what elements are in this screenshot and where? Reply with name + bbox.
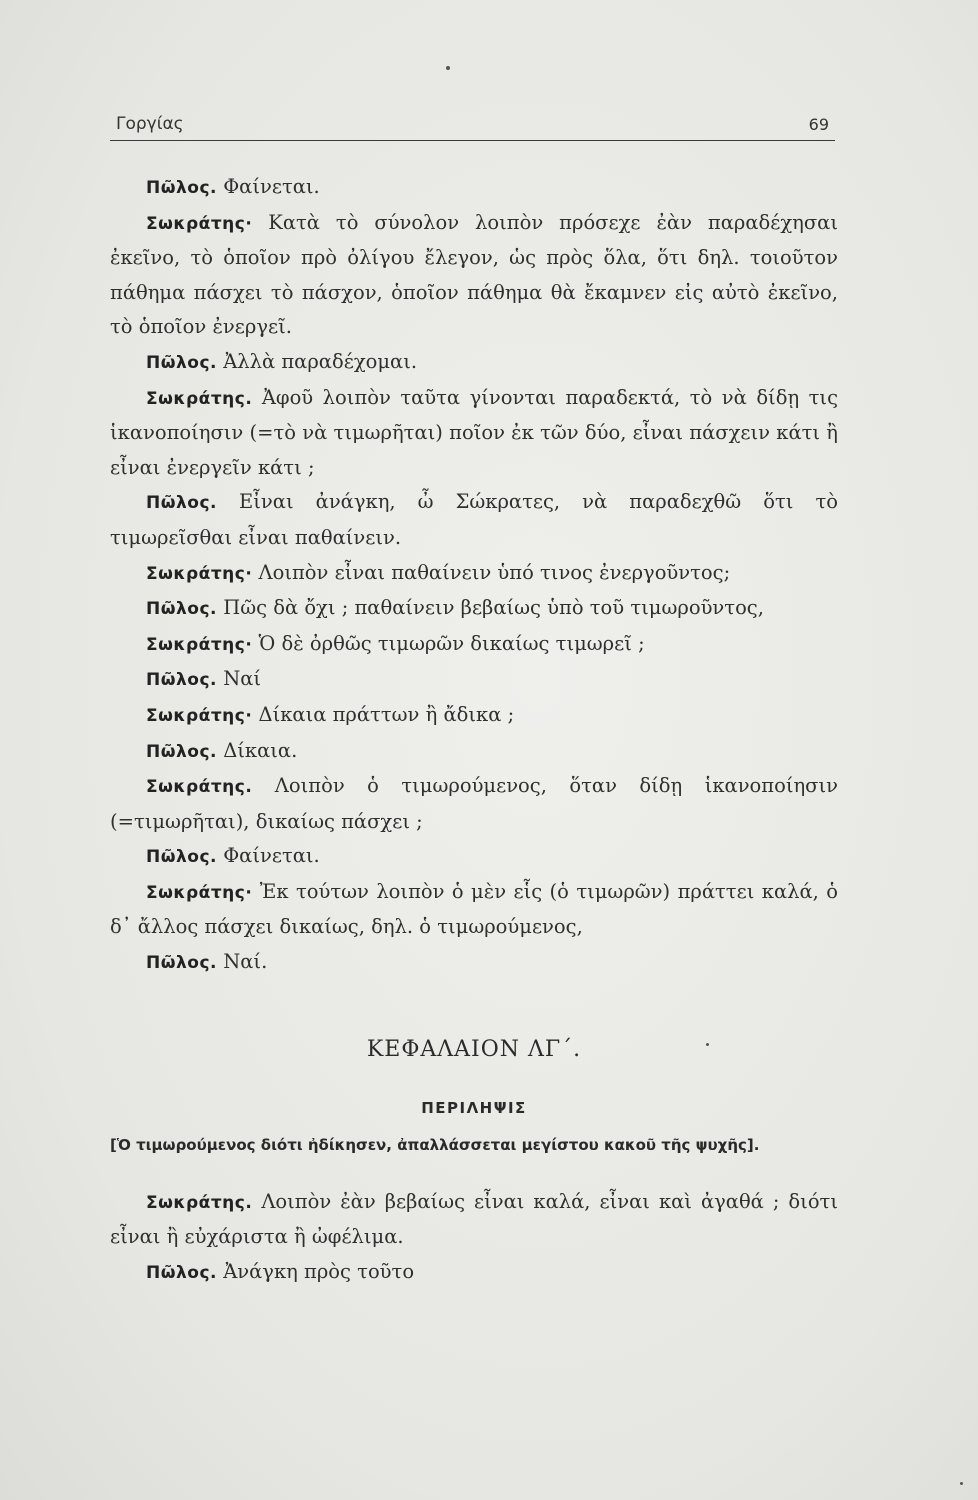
dialogue-line xyxy=(110,662,838,698)
dialogue-section-1 xyxy=(110,170,838,981)
dialogue-text: Ἀφοῦ λοιπὸν ταῦτα γίνονται παραδεκτά, τὸ νὰ δίδῃ τις ἱκανοποίησιν (=τὸ νὰ τιμωρῆται) ποῖον ἐκ τῶν δύο, εἶναι πάσχειν κάτι ἢ εἶναι ἐνεργεῖν κάτι ; xyxy=(110,385,838,479)
ink-speck xyxy=(960,1482,963,1485)
dialogue-line xyxy=(110,591,838,627)
speaker-name: Πῶλος. xyxy=(146,352,217,373)
dialogue-text: Δίκαια πράττων ἢ ἄδικα ; xyxy=(258,702,515,726)
dialogue-text: Φαίνεται. xyxy=(223,844,320,868)
speaker-name: Πῶλος. xyxy=(146,670,217,691)
dialogue-text: Ναί. xyxy=(223,950,268,974)
speaker-name: Πῶλος. xyxy=(146,741,217,762)
running-header xyxy=(110,110,835,141)
dialogue-text: Ναί xyxy=(223,667,262,691)
speaker-name: Πῶλος. xyxy=(146,178,217,198)
dialogue-section-2 xyxy=(110,1185,838,1291)
ink-speck xyxy=(446,66,450,70)
speaker-name: Πῶλος. xyxy=(146,847,217,868)
summary-text: [Ὁ τιμωρούμενος διότι ἠδίκησεν, ἀπαλλάσσεται μεγίστου κακοῦ τῆς ψυχῆς]. xyxy=(110,1135,760,1154)
dialogue-text: Ἀνάγκη πρὸς τοῦτο xyxy=(223,1259,415,1283)
dialogue-text: Λοιπὸν εἶναι παθαίνειν ὑπό τινος ἐνεργοῦντος; xyxy=(258,560,731,584)
dialogue-text: Ὁ δὲ ὀρθῶς τιμωρῶν δικαίως τιμωρεῖ ; xyxy=(258,631,645,655)
speaker-name: Σωκράτης· xyxy=(146,634,253,655)
dialogue-line xyxy=(110,839,838,875)
dialogue-line xyxy=(110,769,838,839)
dialogue-line xyxy=(110,945,838,981)
speaker-name: Σωκράτης. xyxy=(146,777,253,798)
dialogue-text: Ἐκ τούτων λοιπὸν ὁ μὲν εἷς (ὁ τιμωρῶν) πράττει καλά, ὁ δ᾽ ἄλλος πάσχει δικαίως, δηλ. ὁ τιμωρούμενος, xyxy=(110,879,838,939)
page-body xyxy=(110,170,838,1290)
dialogue-line xyxy=(110,556,838,592)
dialogue-text: Δίκαια. xyxy=(223,738,298,762)
speaker-name: Σωκράτης· xyxy=(146,705,253,726)
dialogue-line xyxy=(110,698,838,734)
dialogue-text: Πῶς δὰ ὄχι ; παθαίνειν βεβαίως ὑπὸ τοῦ τιμωροῦντος, xyxy=(223,596,764,620)
speaker-name: Σωκράτης. xyxy=(146,1192,253,1213)
speaker-name: Πῶλος. xyxy=(146,1262,217,1283)
dialogue-line xyxy=(110,345,838,381)
dialogue-line xyxy=(110,206,838,345)
dialogue-line xyxy=(110,627,838,663)
dialogue-text: Λοιπὸν ἐὰν βεβαίως εἶναι καλά, εἶναι καὶ ἀγαθά ; διότι εἶναι ἢ εὐχάριστα ἢ ὠφέλιμα. xyxy=(110,1189,838,1249)
dialogue-line xyxy=(110,381,838,486)
running-title: Γοργίας xyxy=(116,114,184,134)
speaker-name: Σωκράτης. xyxy=(146,388,253,409)
dialogue-line xyxy=(110,875,838,945)
speaker-name: Σωκράτης· xyxy=(146,882,253,903)
speaker-name: Πῶλος. xyxy=(146,493,217,514)
dialogue-line xyxy=(110,734,838,770)
dialogue-text: Κατὰ τὸ σύνολον λοιπὸν πρόσεχε ἐὰν παραδέχησαι ἐκεῖνο, τὸ ὁποῖον πρὸ ὀλίγου ἔλεγον, ὡς πρὸς ὅλα, ὅτι δηλ. τοιοῦτον πάθημα πάσχει τὸ πάσχον, ὁποῖον πάθημα θὰ ἔκαμνεν εἰς αὐτὸ ἐκεῖνο, τὸ ὁποῖον ἐνεργεῖ. xyxy=(110,210,838,339)
summary-heading: ΠΕΡΙΛΗΨΙΣ xyxy=(421,1098,527,1117)
page-number: 69 xyxy=(808,115,829,134)
speaker-name: Πῶλος. xyxy=(146,953,217,974)
dialogue-text: Λοιπὸν ὁ τιμωρούμενος, ὅταν δίδῃ ἱκανοποίησιν (=τιμωρῆται), δικαίως πάσχει ; xyxy=(110,774,838,833)
dialogue-line xyxy=(110,170,838,206)
speaker-name: Σωκράτης· xyxy=(146,563,253,584)
dialogue-line xyxy=(110,1185,838,1255)
dialogue-line xyxy=(110,1255,838,1291)
speaker-name: Σωκράτης· xyxy=(146,213,253,234)
chapter-title: ΚΕΦΑΛΑΙΟΝ ΛΓ΄. xyxy=(366,1036,582,1062)
dialogue-text: Ἀλλὰ παραδέχομαι. xyxy=(223,349,418,373)
speaker-name: Πῶλος. xyxy=(146,599,217,620)
dialogue-text: Εἶναι ἀνάγκη, ὦ Σώκρατες, νὰ παραδεχθῶ ὅτι τὸ τιμωρεῖσθαι εἶναι παθαίνειν. xyxy=(110,490,838,549)
dialogue-text: Φαίνεται. xyxy=(223,175,320,198)
dialogue-line xyxy=(110,485,838,555)
